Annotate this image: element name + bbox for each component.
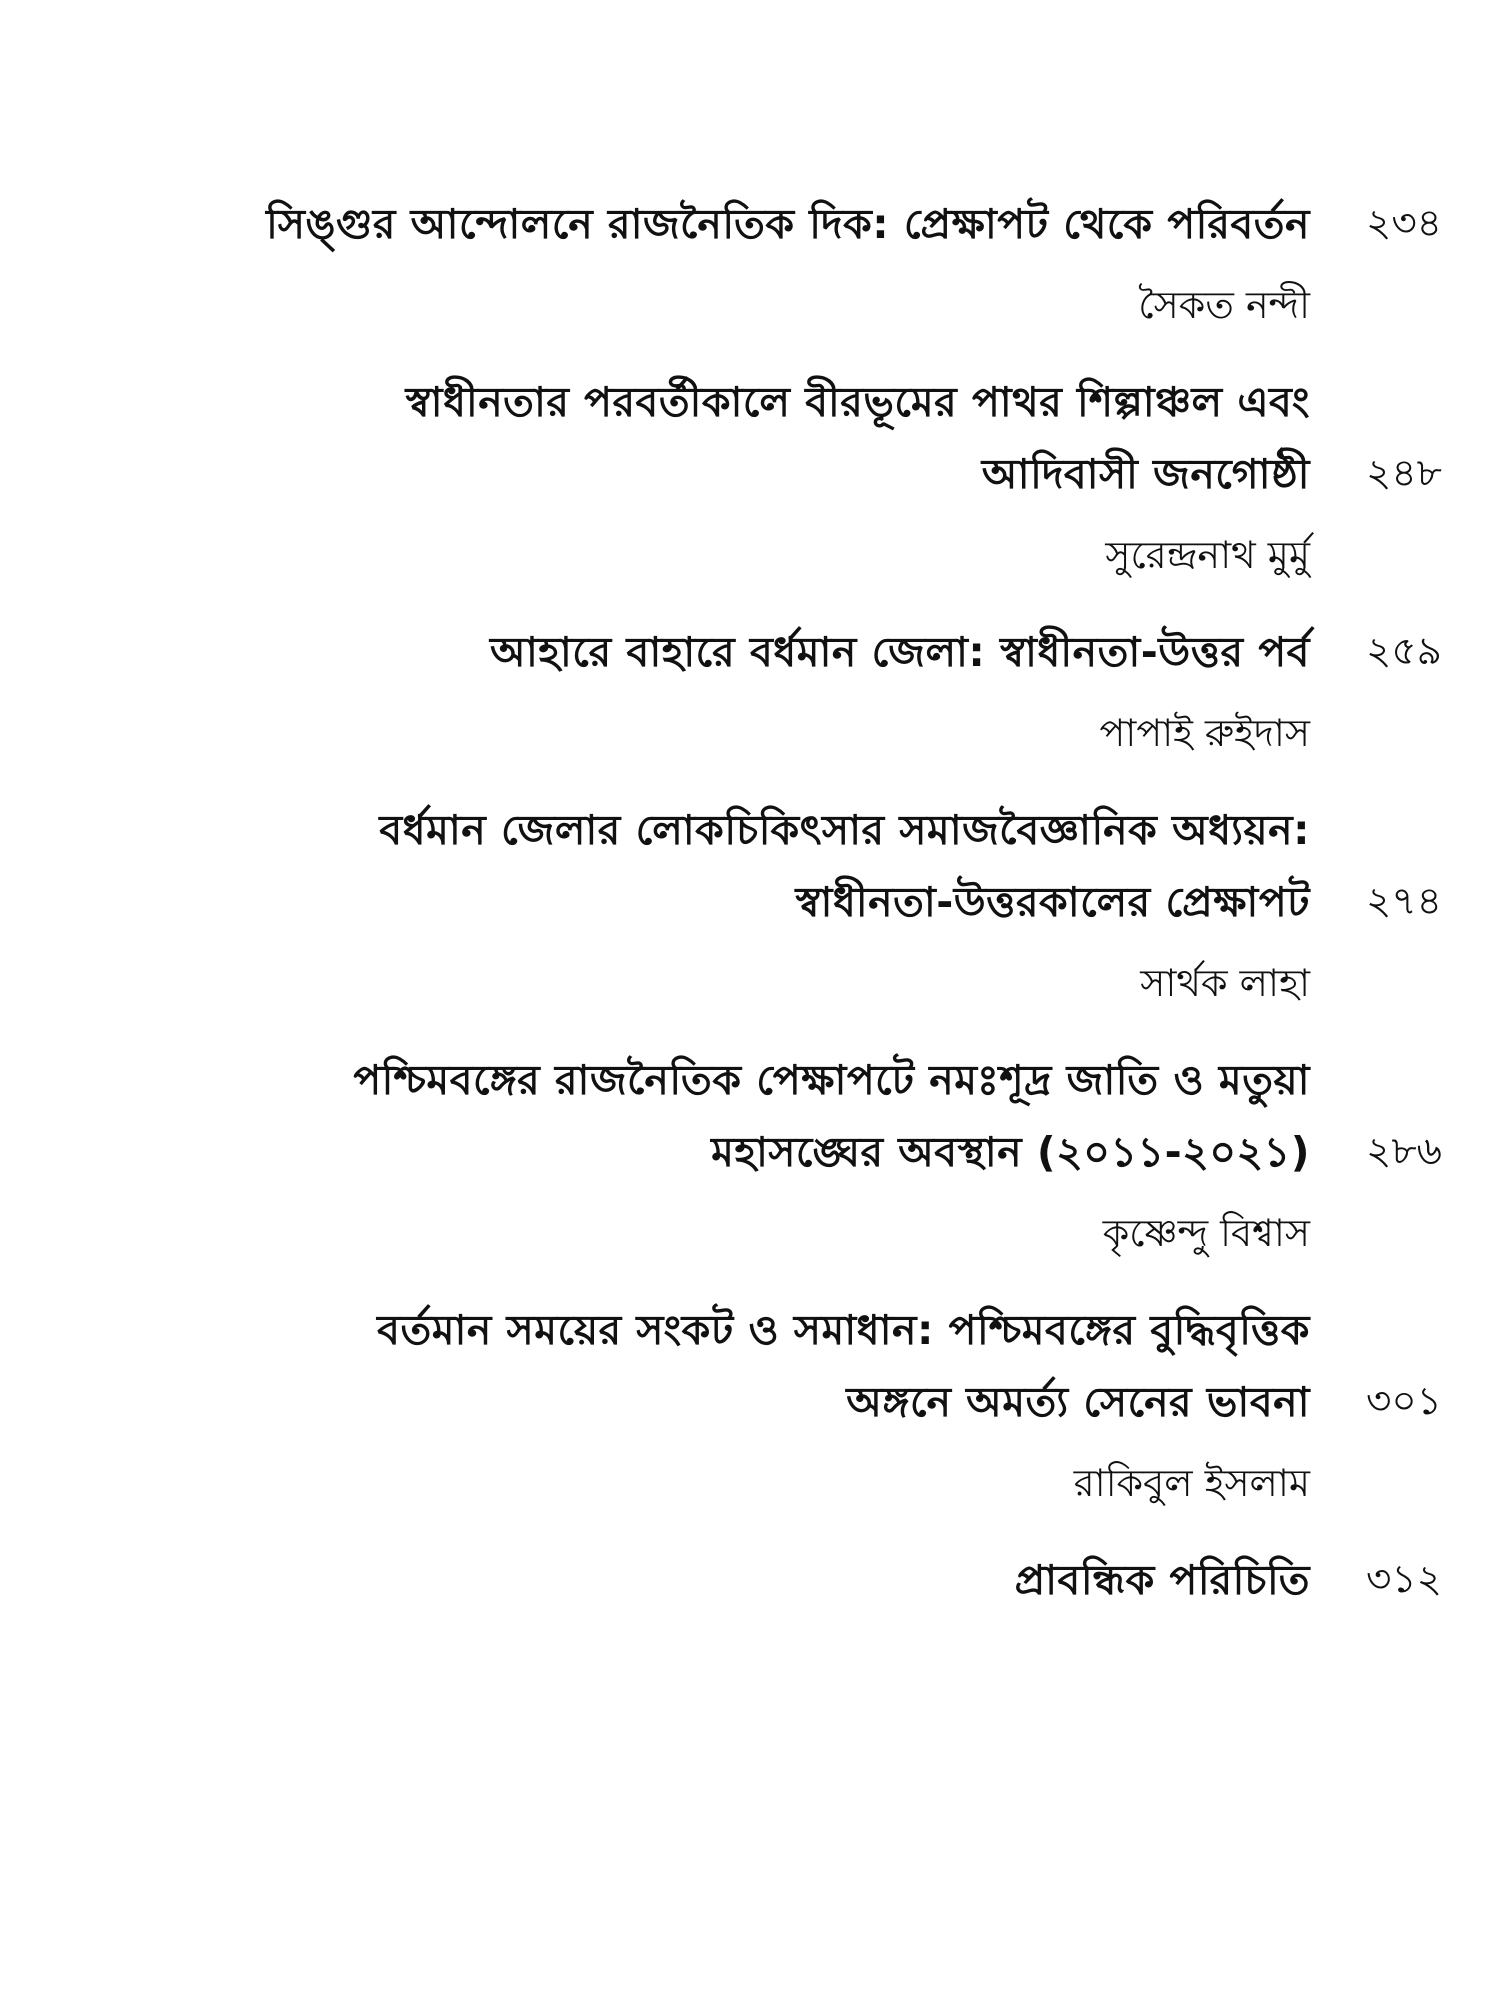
toc-entry-title-line-1: বর্ধমান জেলার লোকচিকিৎসার সমাজবৈজ্ঞানিক অধ্যয়ন:: [379, 806, 1310, 854]
toc-entry-author: কৃষ্ণেন্দু বিশ্বাস: [1102, 1211, 1310, 1255]
toc-page-number: ২৮৬: [1365, 1129, 1442, 1174]
toc-entry-title: সিঙ্গুর আন্দোলনে রাজনৈতিক দিক: প্রেক্ষাপট থেকে পরিবর্তন: [266, 200, 1310, 248]
toc-entry-title: আহারে বাহারে বর্ধমান জেলা: স্বাধীনতা-উত্তর পর্ব: [489, 628, 1310, 676]
toc-title-row: [40, 188, 1450, 260]
toc-page-number: ৩০১: [1365, 1379, 1442, 1424]
toc-entry-author: সুরেন্দ্রনাথ মুর্মু: [1105, 533, 1310, 577]
toc-page-number: ৩১২: [1365, 1557, 1442, 1602]
toc-entry-author: সার্থক লাহা: [1140, 961, 1310, 1005]
toc-entry-title-line-2: মহাসঙ্ঘের অবস্থান (২০১১-২০২১): [711, 1128, 1310, 1176]
toc-title-row: [40, 366, 1450, 438]
toc-entry-title: প্রাবন্ধিক পরিচিতি: [1014, 1556, 1310, 1604]
toc-entry-title-line-1: বর্তমান সময়ের সংকট ও সমাধান: পশ্চিমবঙ্গের বুদ্ধিবৃত্তিক: [377, 1306, 1310, 1354]
toc-entry-title-line-1: স্বাধীনতার পরবর্তীকালে বীরভূমের পাথর শিল্পাঞ্চল এবং: [405, 378, 1310, 426]
toc-entry-author: সৈকত নন্দী: [1138, 283, 1310, 327]
toc-entry: [40, 616, 1450, 768]
toc-entry: [40, 794, 1450, 1018]
toc-page-number: ২৭৪: [1365, 879, 1442, 924]
toc-title-row: [40, 1116, 1450, 1188]
toc-title-row: [40, 438, 1450, 510]
toc-title-row: [40, 616, 1450, 688]
toc-page-number: ২৩৪: [1365, 201, 1442, 246]
toc-title-row: [40, 794, 1450, 866]
toc-title-row: [40, 1294, 1450, 1366]
toc-entry: [40, 1044, 1450, 1268]
toc-entry: [40, 188, 1450, 340]
toc-entry: [40, 1294, 1450, 1518]
toc-title-row: [40, 1366, 1450, 1438]
toc-entry-title-line-2: স্বাধীনতা-উত্তরকালের প্রেক্ষাপট: [795, 878, 1310, 926]
toc-entry-title-line-2: অঙ্গনে অমর্ত্য সেনের ভাবনা: [846, 1378, 1310, 1426]
toc-entry: [40, 1544, 1450, 1616]
toc-entry-title-line-2: আদিবাসী জনগোষ্ঠী: [981, 450, 1310, 498]
toc-entry-title-line-1: পশ্চিমবঙ্গের রাজনৈতিক পেক্ষাপটে নমঃশূদ্র জাতি ও মতুয়া: [353, 1056, 1310, 1104]
toc-title-row: [40, 866, 1450, 938]
toc-page-number: ২৪৮: [1366, 451, 1442, 496]
toc-entry-author: পাপাই রুইদাস: [1099, 711, 1310, 755]
toc-entry-author: রাকিবুল ইসলাম: [1073, 1461, 1310, 1505]
toc-title-row: [40, 1044, 1450, 1116]
toc-title-row: [40, 1544, 1450, 1616]
toc-page-number: ২৫৯: [1366, 629, 1442, 674]
table-of-contents: [40, 188, 1450, 1642]
toc-entry: [40, 366, 1450, 590]
